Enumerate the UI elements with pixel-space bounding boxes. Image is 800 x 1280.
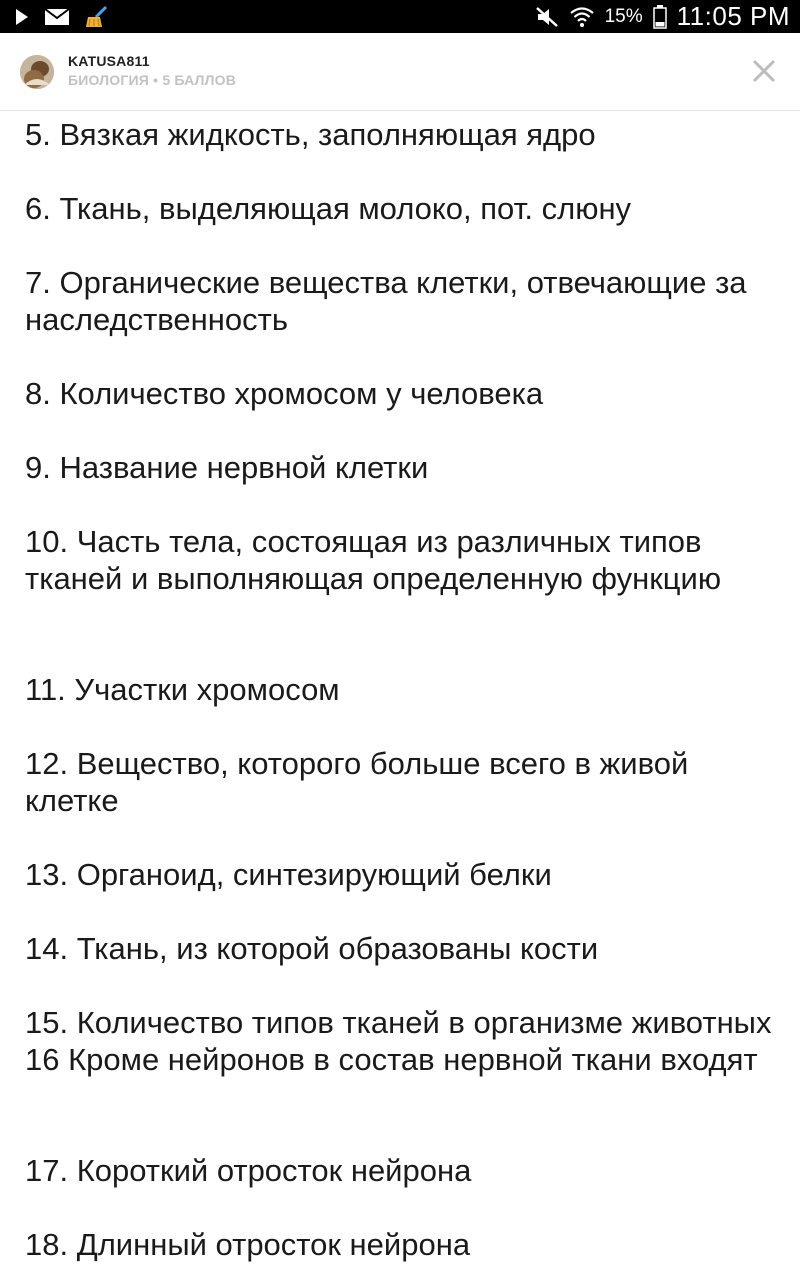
question-line: 10. Часть тела, состоящая из различных типов тканей и выполняющая определенную функцию [25,524,722,596]
question-line: 12. Вещество, которого больше всего в живой клетке [25,746,689,818]
cleaner-broom-icon [84,5,110,29]
subject-points: БИОЛОГИЯ • 5 БАЛЛОВ [68,72,237,88]
question-line: 6. Ткань, выделяющая молоко, пот. слюну [25,191,632,226]
question-line: 8. Количество хромосом у человека [25,376,544,411]
question-line: 18. Длинный отросток нейрона [25,1227,471,1262]
battery-icon [653,5,667,29]
avatar[interactable] [20,55,54,89]
battery-percent: 15% [604,5,643,27]
question-line: 13. Органоид, синтезирующий белки [25,857,552,892]
close-icon [750,57,778,85]
question-line: 7. Органические вещества клетки, отвечающие за наследственность [25,265,747,337]
close-button[interactable] [750,57,778,85]
play-icon [14,7,30,27]
author-name[interactable]: KATUSA811 [68,53,150,69]
question-line: 15. Количество типов тканей в организме животных 16 Кроме нейронов в состав нервной ткани входят [25,1005,772,1077]
clock: 11:05 PM [676,1,790,31]
question-header [0,33,800,111]
question-line: 5. Вязкая жидкость, заполняющая ядро [25,117,596,152]
question-line: 17. Короткий отросток нейрона [25,1153,472,1188]
question-line: 14. Ткань, из которой образованы кости [25,931,599,966]
status-bar [0,0,800,33]
wifi-icon [569,5,595,29]
mute-icon [535,6,559,28]
status-bar-system [535,0,790,33]
status-bar-notifications [14,5,110,29]
gmail-icon [44,7,70,27]
question-line: 9. Название нервной клетки [25,450,429,485]
question-line: 11. Участки хромосом [25,672,340,707]
